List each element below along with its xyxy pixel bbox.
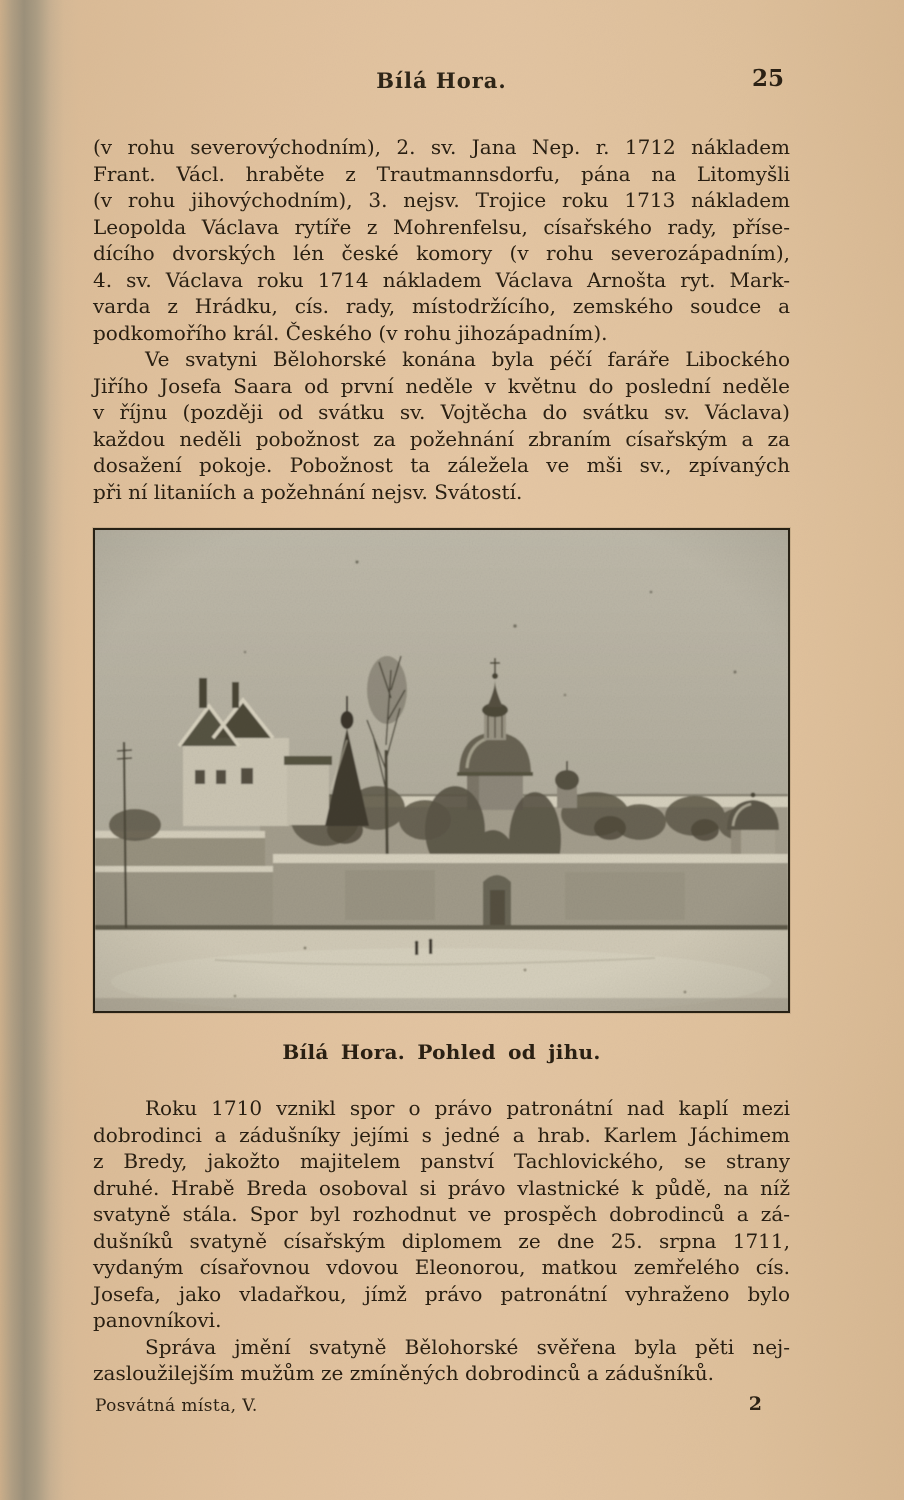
text-line: Roku 1710 vznikl spor o právo patronátní nad kaplí mezi — [145, 1096, 790, 1120]
running-title: Bílá Hora. — [376, 68, 507, 93]
photo-illustration — [95, 530, 788, 1011]
page-header — [93, 65, 790, 98]
text-line: (v rohu severovýchodním), 2. sv. Jana Nep. r. 1712 nákladem — [93, 135, 790, 159]
photo-bila-hora — [93, 528, 790, 1013]
page-content — [93, 0, 790, 1420]
page-number: 25 — [751, 65, 784, 92]
photo-figure — [93, 528, 790, 1064]
text-line: Frant. Václ. hraběte z Trautmannsdorfu, pána na Litomyšli — [93, 161, 790, 186]
text-line: v říjnu (později od svátku sv. Vojtěcha do svátku sv. Václava) — [93, 400, 790, 424]
text-line: 4. sv. Václava roku 1714 nákladem Václava Arnošta ryt. Mark- — [93, 267, 790, 292]
text-line: (v rohu jihovýchodním), 3. nejsv. Trojice roku 1713 nákladem — [93, 188, 790, 212]
paragraph — [93, 1095, 790, 1334]
text-line: druhé. Hrabě Breda osoboval si právo vlastnické k půdě, na níž — [93, 1175, 790, 1200]
text-line: varda z Hrádku, cís. rady, místodržícího, zemského soudce a — [93, 294, 790, 318]
text-line: panovníkovi. — [93, 1308, 222, 1332]
text-line: zasloužilejším mužům ze zmíněných dobrodinců a zádušníků. — [93, 1361, 715, 1385]
text-line: každou neděli pobožnost za požehnání zbraním císařským a za — [93, 426, 790, 451]
footer-imprint: Posvátná místa, V. — [95, 1395, 258, 1416]
binding-gutter-shadow — [0, 0, 80, 1500]
footer-sheet-number: 2 — [748, 1392, 762, 1415]
text-line: dosažení pokoje. Pobožnost ta záležela ve mši sv., zpívaných — [93, 453, 790, 477]
text-line: Správa jmění svatyně Bělohorské svěřena byla pěti nej- — [145, 1334, 790, 1359]
photo-caption: Bílá Hora. Pohled od jihu. — [282, 1040, 601, 1064]
text-line: při ní litaniích a požehnání nejsv. Svátostí. — [93, 479, 523, 504]
text-line: dobrodinci a zádušníky jejími s jedné a hrab. Karlem Jáchimem — [93, 1122, 790, 1147]
text-line: z Bredy, jakožto majitelem panství Tachlovického, se strany — [93, 1149, 790, 1173]
text-line: Jiřího Josefa Saara od první neděle v květnu do poslední neděle — [93, 373, 790, 398]
text-line: Ve svatyni Bělohorské konána byla péčí faráře Libockého — [145, 347, 790, 371]
text-line: dícího dvorských lén české komory (v rohu severozápadním), — [93, 241, 790, 265]
text-line: podkomořího král. Českého (v rohu jihozápadním). — [93, 320, 608, 345]
paragraph — [93, 346, 790, 505]
text-line: Josefa, jako vladařkou, jímž právo patronátní vyhraženo bylo — [93, 1281, 790, 1306]
text-line: svatyně stála. Spor byl rozhodnut ve prospěch dobrodinců a zá- — [93, 1202, 790, 1226]
text-line: vydaným císařovnou vdovou Eleonorou, matkou zemřelého cís. — [93, 1255, 790, 1279]
paragraph — [93, 1334, 790, 1387]
text-line: dušníků svatyně císařským diplomem ze dne 25. srpna 1711, — [93, 1228, 790, 1253]
paragraph — [93, 134, 790, 346]
text-line: Leopolda Václava rytíře z Mohrenfelsu, císařského rady, příse- — [93, 214, 790, 239]
page-footer — [93, 1394, 790, 1420]
